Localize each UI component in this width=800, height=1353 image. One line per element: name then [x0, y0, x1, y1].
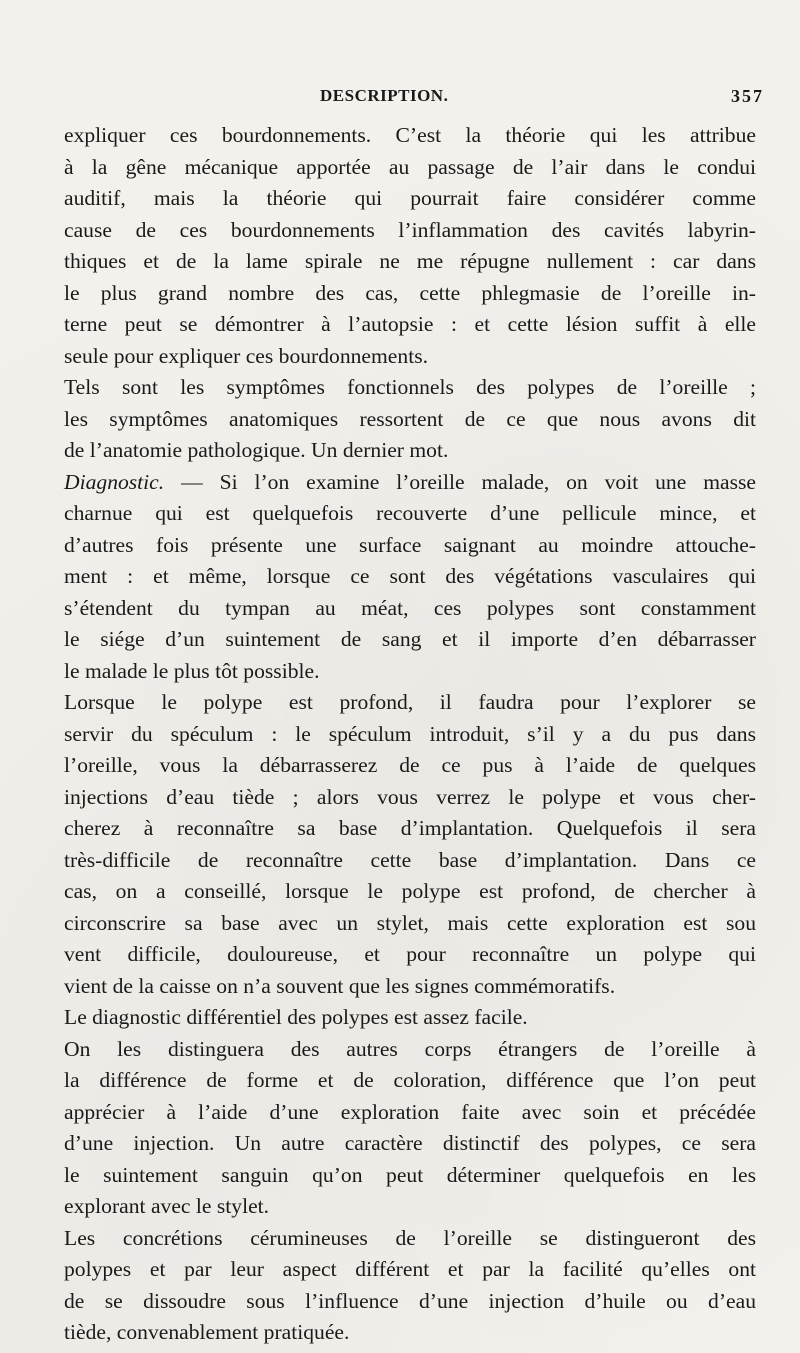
text-line: apprécier à l’aide d’une exploration faite avec soin et précédée	[64, 1099, 756, 1124]
text-line: Lorsque le polype est profond, il faudra pour l’explorer se	[64, 690, 756, 714]
text-line: Les concrétions cérumineuses de l’oreille se distingueront des	[64, 1225, 756, 1250]
text-line: explorant avec le stylet.	[64, 1194, 270, 1218]
text-line: à la gêne mécanique apportée au passage de l’air dans le condui	[64, 154, 756, 179]
text-line: les symptômes anatomiques ressortent de ce que nous avons dit	[64, 406, 756, 431]
text-line: la différence de forme et de coloration, différence que l’on peut	[64, 1068, 756, 1092]
text-line: circonscrire sa base avec un stylet, mais cette exploration est sou	[64, 910, 756, 935]
text-line: servir du spéculum : le spéculum introduit, s’il y a du pus dans	[64, 721, 756, 746]
paragraph-symptoms	[64, 372, 756, 467]
text-line: cas, on a conseillé, lorsque le polype est profond, de chercher à	[64, 879, 756, 903]
text-line: le plus grand nombre des cas, cette phlegmasie de l’oreille in-	[64, 280, 756, 305]
text-line: de l’anatomie pathologique. Un dernier mot.	[64, 438, 449, 462]
text-line: s’étendent du tympan au méat, ces polypes sont constamment	[64, 595, 756, 620]
paragraph-foreign-bodies	[64, 1034, 756, 1223]
running-title: DESCRIPTION.	[320, 86, 449, 105]
page-number: 357	[731, 86, 764, 106]
text-line: seule pour expliquer ces bourdonnements.	[64, 343, 428, 368]
paragraph-concretions	[64, 1223, 756, 1349]
text-line: d’une injection. Un autre caractère distinctif des polypes, ce sera	[64, 1131, 756, 1155]
text-line: cherez à reconnaître sa base d’implantation. Quelquefois il sera	[64, 816, 756, 840]
text-line: vient de la caisse on n’a souvent que les signes commémoratifs.	[64, 973, 616, 998]
paragraph-diagnostic	[64, 467, 756, 688]
text-line: le siége d’un suintement de sang et il importe d’en débarrasser	[64, 627, 756, 651]
text-line: cause de ces bourdonnements l’inflammation des cavités labyrin-	[64, 217, 756, 242]
text-line: Tels sont les symptômes fonctionnels des polypes de l’oreille ;	[64, 375, 756, 399]
text-line: expliquer ces bourdonnements. C’est la théorie qui les attribue	[64, 123, 756, 147]
text-line: Le diagnostic différentiel des polypes est assez facile.	[64, 1005, 528, 1029]
text-line: thiques et de la lame spirale ne me répugne nullement : car dans	[64, 249, 756, 273]
text-line	[64, 467, 756, 499]
text-line: vent difficile, douloureuse, et pour reconnaître un polype qui	[64, 942, 756, 966]
text-line: le malade le plus tôt possible.	[64, 658, 320, 683]
text-line: l’oreille, vous la débarrasserez de ce pus à l’aide de quelques	[64, 753, 756, 777]
text-run: — Si l’on examine l’oreille malade, on voit une masse	[164, 469, 756, 494]
text-line: de se dissoudre sous l’influence d’une injection d’huile ou d’eau	[64, 1288, 756, 1313]
text-line: très-difficile de reconnaître cette base d’implantation. Dans ce	[64, 847, 756, 872]
text-line: injections d’eau tiède ; alors vous verrez le polype et vous cher-	[64, 784, 756, 809]
body-text	[64, 120, 756, 1349]
text-line: d’autres fois présente une surface saignant au moindre attouche-	[64, 532, 756, 557]
text-line: tiède, convenablement pratiquée.	[64, 1320, 350, 1344]
text-line: ment : et même, lorsque ce sont des végétations vasculaires qui	[64, 564, 756, 588]
text-line: charnue qui est quelquefois recouverte d’une pellicule mince, et	[64, 501, 756, 525]
text-line: auditif, mais la théorie qui pourrait faire considérer comme	[64, 186, 756, 210]
paragraph-continuation	[64, 120, 756, 372]
paragraph-exploration	[64, 687, 756, 1002]
running-header	[64, 86, 764, 114]
paragraph-differential	[64, 1002, 756, 1034]
text-line: terne peut se démontrer à l’autopsie : et cette lésion suffit à elle	[64, 312, 756, 336]
text-line: On les distinguera des autres corps étrangers de l’oreille à	[64, 1036, 756, 1061]
text-line: le suintement sanguin qu’on peut déterminer quelquefois en les	[64, 1162, 756, 1187]
text-line: polypes et par leur aspect différent et par la facilité qu’elles ont	[64, 1257, 756, 1281]
section-lead: Diagnostic.	[64, 469, 165, 494]
